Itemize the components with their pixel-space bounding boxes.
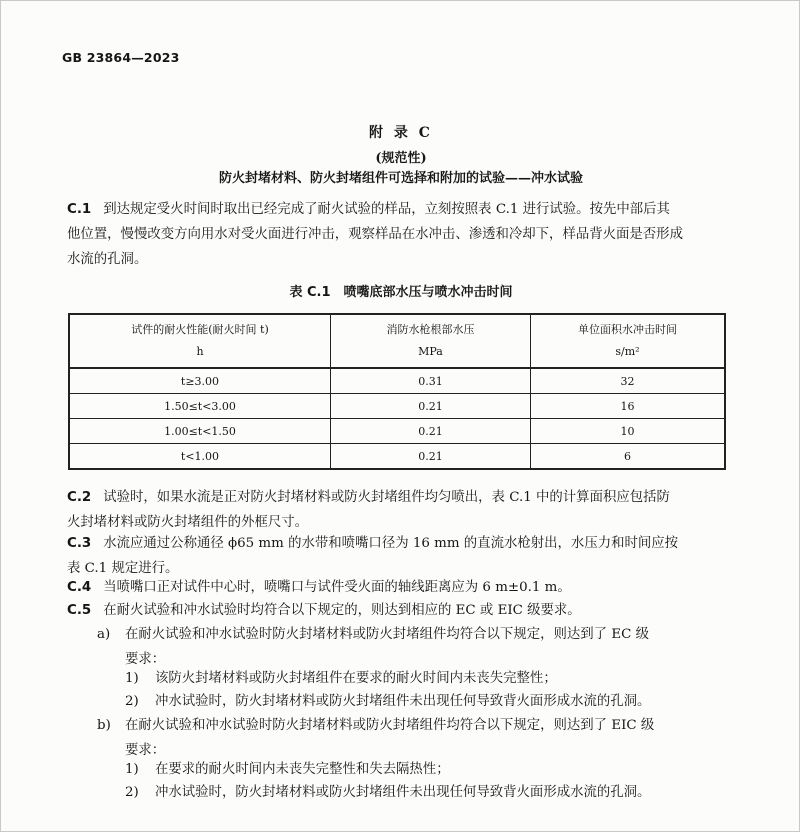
list-text: 要求： — [125, 743, 166, 758]
table-cell: 6 — [531, 444, 726, 470]
clause-text: 水流的孔洞。 — [67, 252, 148, 267]
list-text: 在耐火试验和冲水试验时防火封堵材料或防火封堵组件均符合以下规定，则达到了 EC 级 — [125, 627, 649, 642]
clause-text: 到达规定受火时间时取出已经完成了耐火试验的样品，立刻按照表 C.1 进行试验。按先中部后其 — [103, 202, 670, 217]
table-header-cell: 单位面积水冲击时间 s/m² — [531, 314, 726, 368]
list-text: 在要求的耐火时间内未丧失完整性和失去隔热性； — [155, 762, 450, 777]
table-header-cell: 消防水枪根部水压 MPa — [331, 314, 531, 368]
list-text: 要求： — [125, 652, 166, 667]
table-cell: t≥3.00 — [69, 368, 331, 394]
table-cell: 0.21 — [331, 444, 531, 470]
clause-number: C.3 — [67, 536, 92, 551]
table-cell: 0.31 — [331, 368, 531, 394]
clause-text: 试验时，如果水流是正对防火封堵材料或防火封堵组件均匀喷出，表 C.1 中的计算面积应包括防 — [103, 490, 670, 505]
table-row — [69, 419, 725, 444]
clause-text: 表 C.1 规定进行。 — [67, 561, 179, 576]
list-item-a1 — [125, 666, 737, 691]
table-row — [69, 394, 725, 419]
clause-text: 他位置，慢慢改变方向用水对受火面进行冲击，观察样品在水冲击、渗透和冷却下，样品背火面是否形成 — [67, 227, 683, 242]
table-row — [69, 444, 725, 470]
clause-text: 水流应通过公称通径 ϕ65 mm 的水带和喷嘴口径为 16 mm 的直流水枪射出，水压力和时间应按 — [103, 536, 679, 551]
list-text: 该防火封堵材料或防火封堵组件在要求的耐火时间内未丧失完整性； — [155, 671, 557, 686]
appendix-label: 附 录 C — [369, 125, 433, 141]
list-item-b1 — [125, 757, 737, 782]
clause-text: 火封堵材料或防火封堵组件的外框尺寸。 — [67, 515, 309, 530]
clause-number: C.1 — [67, 202, 92, 217]
table-cell: 1.50≤t<3.00 — [69, 394, 331, 419]
pressure-time-table — [68, 313, 726, 470]
table-caption: 表 C.1 喷嘴底部水压与喷水冲击时间 — [289, 285, 513, 300]
list-item-a — [97, 622, 737, 672]
table-cell: 16 — [531, 394, 726, 419]
appendix-title: 防火封堵材料、防火封堵组件可选择和附加的试验——冲水试验 — [218, 171, 583, 186]
clause-c2 — [67, 485, 737, 535]
table-header-row — [69, 314, 725, 368]
list-item-a2 — [125, 689, 737, 714]
table-cell: t<1.00 — [69, 444, 331, 470]
table-cell: 0.21 — [331, 419, 531, 444]
clause-c5 — [67, 598, 737, 623]
clause-number: C.2 — [67, 490, 92, 505]
list-text: 冲水试验时，防火封堵材料或防火封堵组件未出现任何导致背火面形成水流的孔洞。 — [155, 694, 651, 709]
table-header-cell: 试件的耐火性能(耐火时间 t) h — [69, 314, 331, 368]
list-label: 1) — [125, 762, 139, 777]
clause-number: C.5 — [67, 603, 92, 618]
list-text: 冲水试验时，防火封堵材料或防火封堵组件未出现任何导致背火面形成水流的孔洞。 — [155, 785, 651, 800]
list-item-b2 — [125, 780, 737, 805]
list-text: 在耐火试验和冲水试验时防火封堵材料或防火封堵组件均符合以下规定，则达到了 EIC 级 — [125, 718, 655, 733]
list-item-b — [97, 713, 737, 763]
normative-note: (规范性) — [375, 151, 427, 166]
list-label: 2) — [125, 785, 139, 800]
table-cell: 10 — [531, 419, 726, 444]
clause-c1 — [67, 197, 737, 272]
list-label: 1) — [125, 671, 139, 686]
list-label: b) — [97, 718, 111, 733]
clause-text: 当喷嘴口正对试件中心时，喷嘴口与试件受火面的轴线距离应为 6 m±0.1 m。 — [103, 580, 571, 595]
clause-number: C.4 — [67, 580, 92, 595]
list-label: 2) — [125, 694, 139, 709]
standard-id: GB 23864—2023 — [62, 50, 180, 65]
table-cell: 32 — [531, 368, 726, 394]
clause-c4 — [67, 575, 737, 600]
table-row — [69, 368, 725, 394]
table-cell: 1.00≤t<1.50 — [69, 419, 331, 444]
list-label: a) — [97, 627, 111, 642]
clause-text: 在耐火试验和冲水试验时均符合以下规定的，则达到相应的 EC 或 EIC 级要求。 — [103, 603, 581, 618]
table-cell: 0.21 — [331, 394, 531, 419]
clause-c3 — [67, 531, 737, 581]
